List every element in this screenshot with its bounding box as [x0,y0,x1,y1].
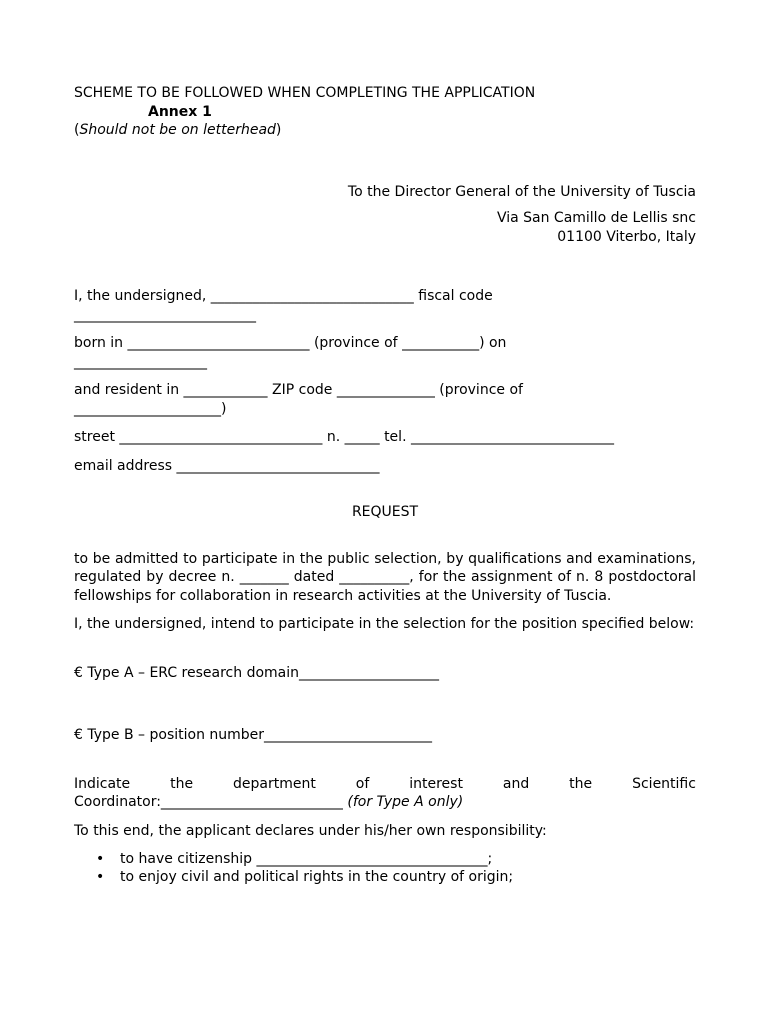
request-heading: REQUEST [351,504,419,520]
dept-word: the [170,775,194,792]
request-paragraph: to be admitted to participate in the public selection, by qualifications and examinations, regulated by decree n. _______ dated __________, for the assignment of n. 8 postdoctoral fellowships for collaboration in research activities at the University of Tuscia. [74,550,696,604]
list-item [96,868,696,886]
department-line-1 [74,775,696,794]
birth-line-2: ___________________ [74,353,207,370]
street-row: street _____________________________ n. _____ tel. _____________________________ [74,429,614,445]
euro-symbol-icon: € [74,664,83,681]
declaration-item-citizenship: to have citizenship _________________________________; [120,851,493,867]
undersigned-line-2: __________________________ [74,306,256,323]
letterhead-note [74,121,696,140]
undersigned-line-1: I, the undersigned, _____________________________ fiscal code [74,288,493,304]
annex-title: Annex 1 [148,103,212,120]
bullet-icon: • [96,851,105,867]
residence-line-1: and resident in ____________ ZIP code ______________ (province of [74,382,523,398]
residence-line-2: _____________________) [74,400,227,417]
email-row: email address _____________________________ [74,457,380,474]
department-indication [74,775,696,812]
scheme-title: SCHEME TO BE FOLLOWED WHEN COMPLETING THE APPLICATION [74,85,536,101]
dept-word: department [233,775,316,792]
intend-paragraph: I, the undersigned, intend to participate in the selection for the position specified below: [74,616,695,632]
dept-word: interest [409,775,463,792]
application-form-page [74,84,696,886]
type-b-option [74,726,696,745]
note-open-paren: ( [74,122,80,138]
residence-row [74,381,696,418]
dept-word: Scientific [632,775,696,792]
note-close-paren: ) [275,122,282,138]
type-b-label: Type B – position number________________________ [87,727,433,743]
euro-symbol-icon: € [74,727,83,743]
type-a-label: Type A – ERC research domain____________________ [87,664,440,681]
dept-word: the [569,775,593,792]
list-item [96,850,696,868]
note-text: Should not be on letterhead [79,122,276,138]
undersigned-row [74,287,696,324]
declaration-intro: To this end, the applicant declares under his/her own responsibility: [74,822,547,839]
department-line-2 [74,793,696,812]
dept-word: and [502,775,530,792]
addressee-street: Via San Camillo de Lellis snc [496,210,696,226]
declaration-list [74,850,696,886]
declaration-item-rights: to enjoy civil and political rights in the country of origin; [120,869,514,885]
birth-row [74,334,696,371]
dept-word: Indicate [74,775,131,792]
addressee-city: 01100 Viterbo, Italy [557,228,696,245]
type-a-option [74,664,696,683]
personal-details [74,287,696,475]
dept-word: of [355,775,370,792]
coordinator-field: Coordinator:__________________________ [74,794,343,810]
addressee-to: To the Director General of the University of Tuscia [347,183,696,200]
addressee-block [74,183,696,247]
coordinator-note: (for Type A only) [347,794,464,810]
bullet-icon: • [96,869,105,885]
birth-line-1: born in __________________________ (province of ___________) on [74,335,507,351]
